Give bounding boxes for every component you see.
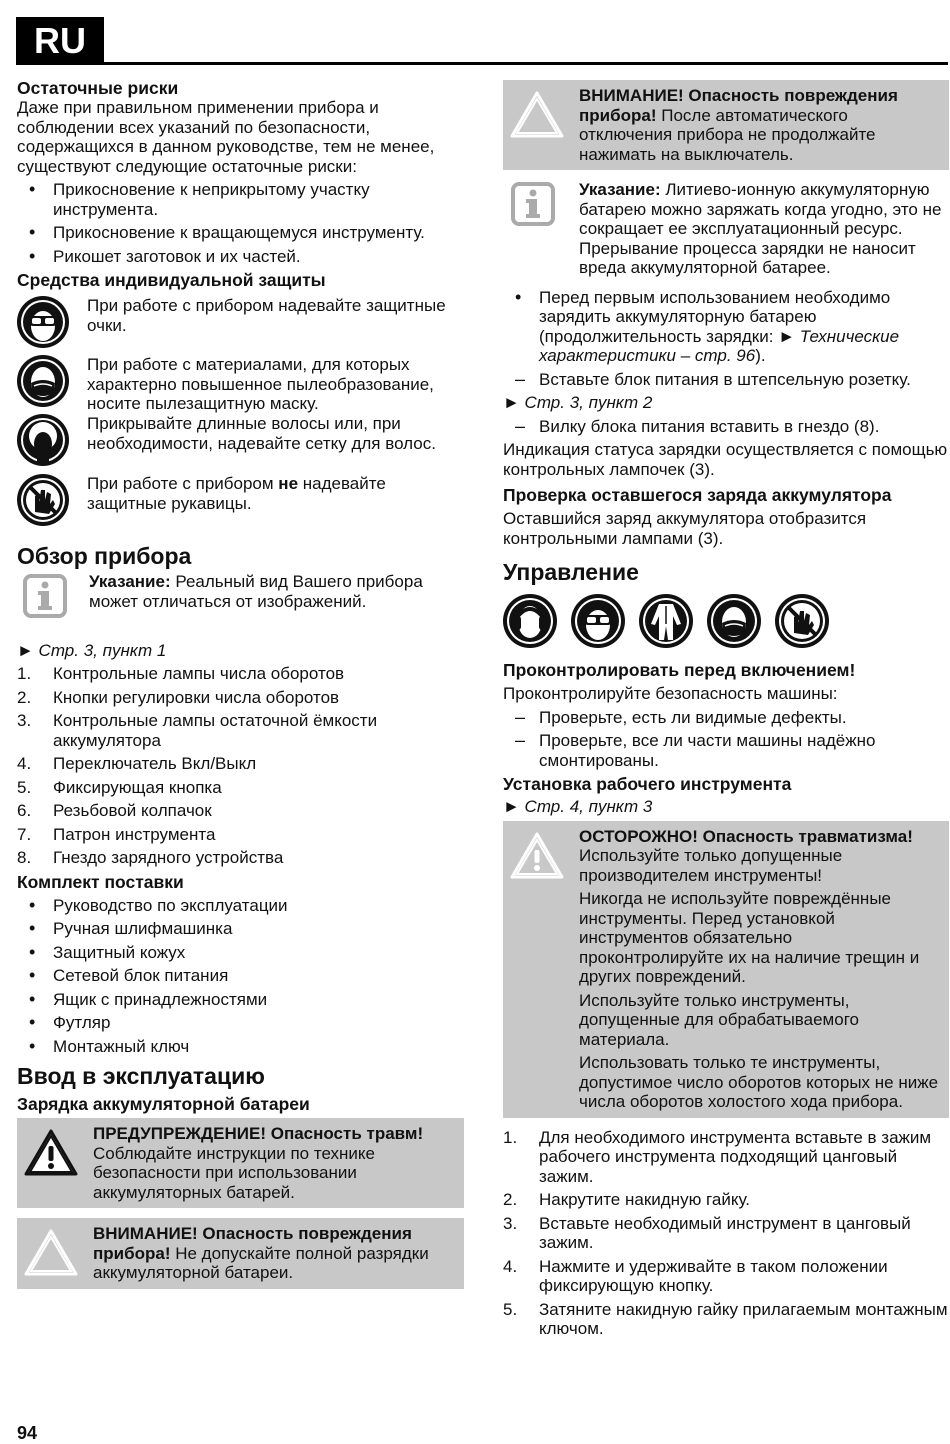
tool-install-heading: Установка рабочего инструмента [503,774,792,794]
caution-paragraph: Никогда не используйте повреждённые инструменты. Перед установкой инструментов обязательно проконтролируйте их на наличие трещин и других повреждений. [579,889,920,986]
ppe-hair-row [17,414,464,472]
overview-list [17,664,464,868]
ppe-goggles-text: При работе с прибором надевайте защитные очки. [87,296,446,335]
delivery-list [17,896,464,1057]
list-item: – Проверьте, все ли части машины надёжно смонтированы. [503,731,949,770]
info-icon [509,180,579,235]
list-item: • Рикошет заготовок и их частей. [17,247,464,267]
list-item: • Монтажный ключ [17,1037,464,1057]
ppe-goggles-row [17,296,464,354]
page-number: 94 [17,1423,38,1443]
caution-paragraph: Использовать только те инструменты, допустимое число оборотов которых не ниже числа оборотов холостого хода прибора. [579,1053,939,1111]
list-item: 6. Резьбовой колпачок [17,801,212,820]
warning-panel-switch: ВНИМАНИЕ! Опасность повреждения прибора! После автоматического отключения прибора не продолжайте нажимать на выключатель. [503,80,949,170]
charging-dash-list [503,370,949,390]
list-item: 1. Для необходимого инструмента вставьте в зажим рабочего инструмента подходящий цанговый зажим. [503,1127,932,1186]
warning-icon [509,827,579,1112]
list-item: • Ручная шлифмашинка [17,919,464,939]
list-item: 4. Нажмите и удерживайте в таком положении фиксирующую кнопку. [503,1256,888,1295]
charging-dash-list-2 [503,417,949,437]
charging-status-text: Индикация статуса зарядки осуществляется с помощью контрольных лампочек (3). [503,440,948,479]
list-item: – Вставьте блок питания в штепсельную розетку. [503,370,949,390]
list-item: • Футляр [17,1013,464,1033]
charging-steps [503,288,949,366]
precheck-heading: Проконтролировать перед включением! [503,660,856,680]
warning-icon [23,1124,93,1202]
caution-triangle-icon [23,1224,93,1283]
list-item: – Проверьте, есть ли видимые дефекты. [503,708,949,728]
control-heading: Управление [503,559,639,585]
no-gloves-icon [775,594,829,648]
list-item: • Прикосновение к неприкрытому участку инструмента. [17,180,464,219]
precheck-list [503,708,949,771]
control-ppe-icons [503,594,949,648]
ear-protection-icon [503,594,557,648]
ppe-hair-text: Прикрывайте длинные волосы или, при необходимости, надевайте сетку для волос. [87,414,436,453]
overview-note: Указание: Реальный вид Вашего прибора может отличаться от изображений. [17,572,464,629]
list-item: 4. Переключатель Вкл/Выкл [17,754,257,773]
list-item: – Вилку блока питания вставить в гнездо (8). [503,417,949,437]
list-item: 8. Гнездо зарядного устройства [17,848,284,867]
goggles-icon [17,296,69,348]
overview-heading: Обзор прибора [17,543,192,569]
caution-triangle-icon [509,86,579,164]
list-item: 1. Контрольные лампы числа оборотов [17,664,345,683]
header-rule [104,62,948,65]
list-item: • Перед первым использованием необходимо зарядить аккумуляторную батарею (продолжительность зарядки: ► Технические характеристики – стр. 96). [503,288,949,366]
hairnet-icon [17,414,69,466]
info-icon [17,572,89,629]
list-item: 2. Кнопки регулировки числа оборотов [17,687,340,707]
check-charge-heading: Проверка оставшегося заряда аккумулятора [503,485,892,505]
list-item: • Руководство по эксплуатации [17,896,464,916]
residual-risks-heading: Остаточные риски [17,78,179,98]
residual-risks-list [17,180,464,266]
ppe-mask-text: При работе с материалами, для которых характерно повышенное пылеобразование, носите пылезащитную маску. [87,355,434,413]
list-item: 5. Фиксирующая кнопка [17,777,222,797]
charging-reference: ► Стр. 3, пункт 2 [503,393,653,412]
list-item: 3. Контрольные лампы остаточной ёмкости аккумулятора [17,711,378,750]
list-item: • Сетевой блок питания [17,966,464,986]
list-item: 5. Затяните накидную гайку прилагаемым монтажным ключом. [503,1299,948,1338]
right-column [503,80,949,1343]
left-column [17,78,464,1289]
startup-heading: Ввод в эксплуатацию [17,1063,265,1089]
ppe-mask-row [17,355,464,412]
charging-heading: Зарядка аккумуляторной батареи [17,1094,310,1114]
list-item: 3. Вставьте необходимый инструмент в цанговый зажим. [503,1213,911,1252]
battery-note: Указание: Литиево-ионную аккумуляторную батарею можно заряжать когда угодно, это не сокращает ее эксплуатационный ресурс. Прерывание процесса зарядки не наносит вреда аккумуляторной батарее. [503,180,949,278]
protective-suit-icon [639,594,693,648]
ppe-heading: Средства индивидуальной защиты [17,270,326,290]
tool-install-reference: ► Стр. 4, пункт 3 [503,797,653,816]
dust-mask-icon [707,594,761,648]
caution-paragraph: Используйте только инструменты, допущенные для обрабатываемого материала. [579,990,859,1049]
goggles-icon [571,594,625,648]
warning-panel-device: ВНИМАНИЕ! Опасность повреждения прибора! Не допускайте полной разрядки аккумуляторной батареи. [17,1218,464,1289]
no-gloves-icon [17,474,69,526]
warning-panel-injury: ПРЕДУПРЕЖДЕНИЕ! Опасность травм! Соблюдайте инструкции по технике безопасности при использовании аккумуляторных батарей. [17,1118,464,1208]
check-charge-text: Оставшийся заряд аккумулятора отобразится контрольными лампами (3). [503,509,867,548]
overview-reference: ► Стр. 3, пункт 1 [17,640,167,660]
list-item: • Защитный кожух [17,943,464,963]
list-item: 7. Патрон инструмента [17,824,216,844]
list-item: • Прикосновение к вращающемуся инструменту. [17,223,464,243]
dust-mask-icon [17,355,69,407]
tool-install-steps [503,1128,949,1339]
language-badge: RU [16,17,104,65]
caution-panel-tools [503,821,949,1118]
precheck-intro: Проконтролируйте безопасность машины: [503,684,838,703]
list-item: 2. Накрутите накидную гайку. [503,1190,750,1209]
delivery-heading: Комплект поставки [17,871,184,892]
list-item: • Ящик с принадлежностями [17,990,464,1010]
ppe-gloves-row [17,474,464,536]
ppe-gloves-text: При работе с прибором не надевайте защитные рукавицы. [87,474,386,513]
residual-risks-intro: Даже при правильном применении прибора и соблюдении всех указаний по безопасности, содержащихся в данном руководстве, тем не менее, существуют следующие остаточные риски: [17,98,435,176]
caution-intro: ОСТОРОЖНО! Опасность травматизма! Используйте только допущенные производителем инструменты! [579,826,913,885]
